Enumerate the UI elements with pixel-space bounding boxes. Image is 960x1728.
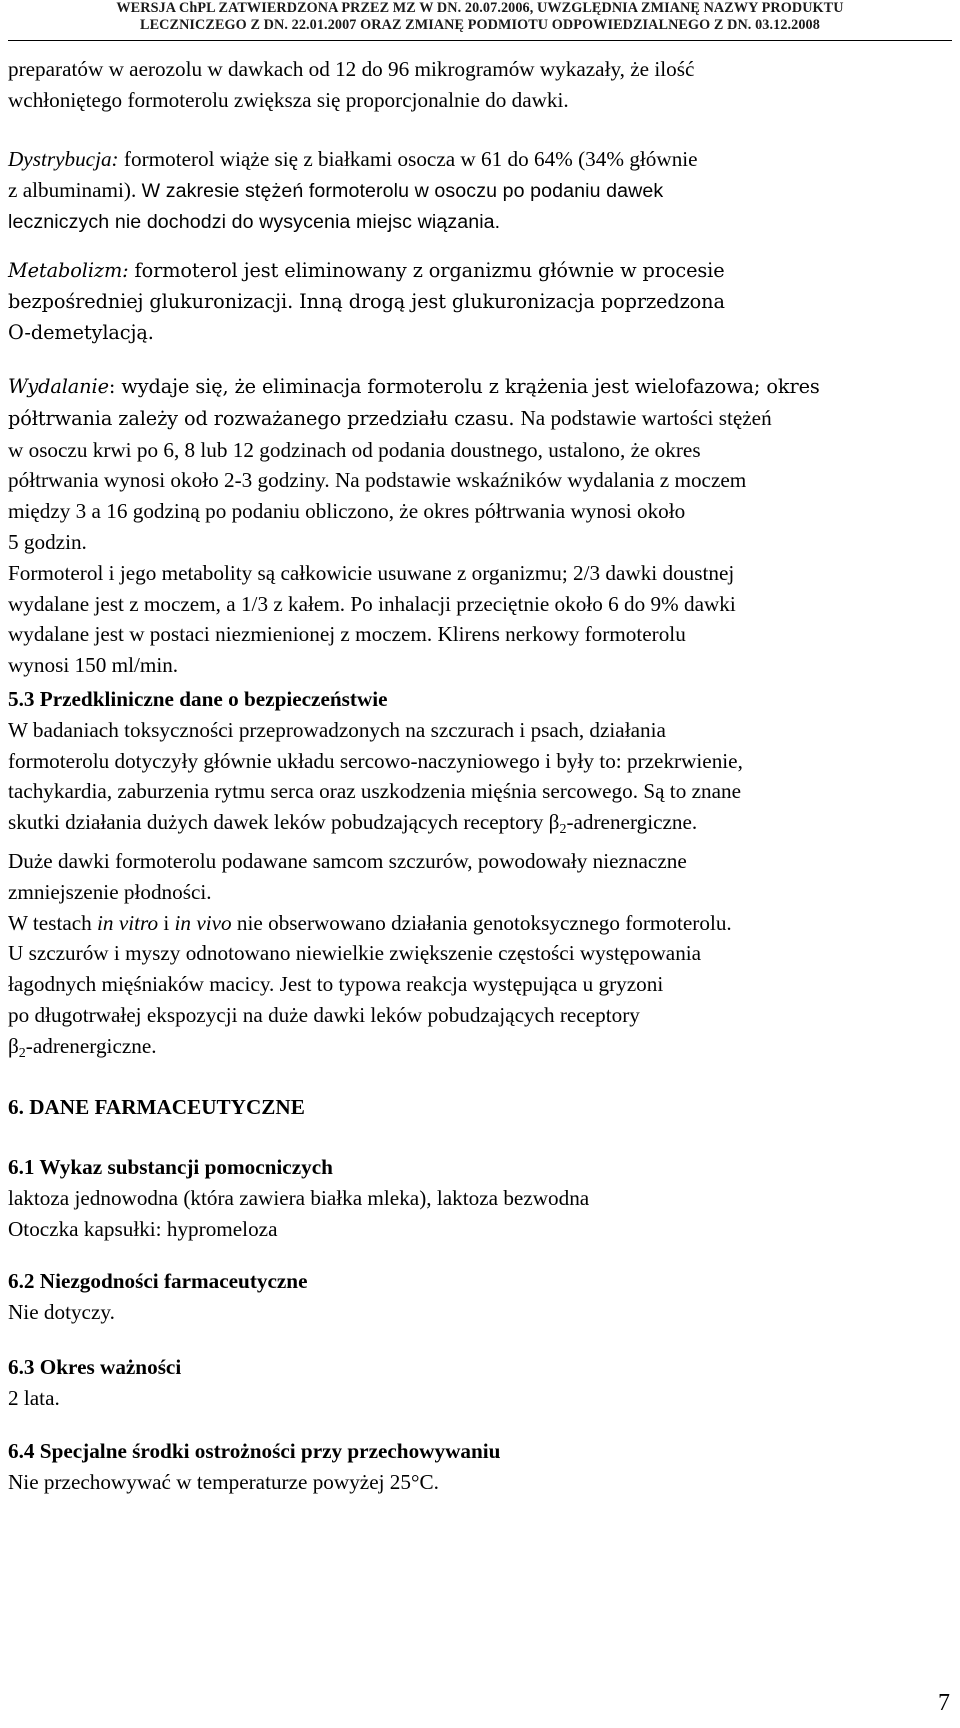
text-line: Nie dotyczy. xyxy=(8,1299,115,1324)
text-span: skutki działania dużych dawek leków pobudzających receptory β xyxy=(8,810,560,835)
text-line: zmniejszenie płodności. xyxy=(8,879,212,904)
metabolism-paragraph xyxy=(8,256,953,348)
distribution-label: Dystrybucja: xyxy=(8,147,119,171)
text-span: z albuminami). xyxy=(8,177,142,202)
text-line: formoterolu dotyczyły głównie układu sercowo-naczyniowego i były to: przekrwienie, xyxy=(8,748,743,773)
text-line: tachykardia, zaburzenia rytmu serca oraz uszkodzenia mięśnia sercowego. Są to znane xyxy=(8,779,741,804)
section-6-3 xyxy=(8,1352,953,1414)
text-line: w osoczu krwi po 6, 8 lub 12 godzinach od podania doustnego, ustalono, że okres xyxy=(8,437,701,462)
text-line: Otoczka kapsułki: hypromeloza xyxy=(8,1216,278,1241)
text-span: formoterol wiąże się z białkami osocza w 61 do 64% (34% głównie xyxy=(118,147,698,171)
text-span: półtrwania zależy od rozważanego przedziału czasu. xyxy=(8,406,521,430)
header-line-1: WERSJA ChPL ZATWIERDZONA PRZEZ MZ W DN. 20.07.2006, UWZGLĘDNIA ZMIANĘ NAZWY PRODUKTU xyxy=(116,0,844,16)
text-line: 5 godzin. xyxy=(8,529,87,554)
text-span: W zakresie stężeń formoterolu w osoczu po podaniu dawek xyxy=(141,179,664,202)
text-span: β xyxy=(8,1033,19,1058)
italic-term: in vitro xyxy=(97,910,159,935)
text-span: Na podstawie wartości stężeń xyxy=(520,405,772,430)
section-heading: 6.1 Wykaz substancji pomocniczych xyxy=(8,1155,333,1179)
text-line: leczniczych nie dochodzi do wysycenia miejsc wiązania. xyxy=(8,210,501,233)
header-divider xyxy=(8,40,952,41)
text-span: -adrenergiczne. xyxy=(25,1033,157,1058)
intro-paragraph xyxy=(8,54,953,116)
section-6-heading: 6. DANE FARMACEUTYCZNE xyxy=(8,1095,305,1119)
text-line: po długotrwałej ekspozycji na duże dawki leków pobudzających receptory xyxy=(8,1002,640,1027)
text-line: U szczurów i myszy odnotowano niewielkie zwiększenie częstości występowania xyxy=(8,941,702,966)
section-heading: 6.3 Okres ważności xyxy=(8,1355,182,1379)
text-line: preparatów w aerozolu w dawkach od 12 do 96 mikrogramów wykazały, że ilość xyxy=(8,57,695,81)
text-line: O-demetylacją. xyxy=(8,320,154,344)
text-line: wchłoniętego formoterolu zwiększa się proporcjonalnie do dawki. xyxy=(8,87,569,112)
excretion-paragraph xyxy=(8,372,953,681)
subscript: 2 xyxy=(18,1045,26,1061)
section-heading: 5.3 Przedkliniczne dane o bezpieczeństwie xyxy=(8,687,388,711)
distribution-paragraph xyxy=(8,144,953,237)
header-line-2: LECZNICZEGO Z DN. 22.01.2007 ORAZ ZMIANĘ PODMIOTU ODPOWIEDZIALNEGO Z DN. 03.12.2008 xyxy=(140,17,820,33)
text-line: Formoterol i jego metabolity są całkowicie usuwane z organizmu; 2/3 dawki doustnej xyxy=(8,560,735,585)
text-span: W testach xyxy=(8,910,98,935)
text-line: laktoza jednowodna (która zawiera białka mleka), laktoza bezwodna xyxy=(8,1185,590,1210)
text-span: : wydaje się, że eliminacja formoterolu z krążenia jest wielofazowa; okres xyxy=(108,375,820,398)
excretion-label: Wydalanie xyxy=(8,375,109,398)
text-line: wydalane jest w postaci niezmienionej z moczem. Klirens nerkowy formoterolu xyxy=(8,622,686,647)
section-heading: 6.2 Niezgodności farmaceutyczne xyxy=(8,1269,308,1293)
text-line: półtrwania wynosi około 2-3 godziny. Na podstawie wskaźników wydalania z moczem xyxy=(8,468,747,493)
page-number: 7 xyxy=(938,1690,950,1716)
text-line: łagodnych mięśniaków macicy. Jest to typowa reakcja występująca u gryzoni xyxy=(8,972,664,997)
section-6-2 xyxy=(8,1266,953,1328)
text-span: formoterol jest eliminowany z organizmu głównie w procesie xyxy=(128,259,725,282)
text-span: nie obserwowano działania genotoksycznego formoterolu. xyxy=(231,910,732,935)
text-line: wynosi 150 ml/min. xyxy=(8,653,179,678)
text-line: Nie przechowywać w temperaturze powyżej 25°C. xyxy=(8,1469,439,1494)
text-line: między 3 a 16 godziną po podaniu obliczono, że okres półtrwania wynosi około xyxy=(8,499,686,524)
text-span: i xyxy=(158,910,175,935)
section-6-4 xyxy=(8,1436,953,1498)
text-line: Duże dawki formoterolu podawane samcom szczurów, powodowały nieznaczne xyxy=(8,848,687,873)
document-header xyxy=(0,0,960,46)
metabolism-label: Metabolizm: xyxy=(8,259,129,282)
subscript: 2 xyxy=(559,822,567,838)
section-6-1 xyxy=(8,1152,953,1244)
text-span: -adrenergiczne. xyxy=(566,810,698,835)
text-line: bezpośredniej glukuronizacji. Inną drogą jest glukuronizacja poprzedzona xyxy=(8,289,725,313)
italic-term: in vivo xyxy=(174,910,232,935)
text-line: 2 lata. xyxy=(8,1385,60,1410)
section-5-3 xyxy=(8,684,953,1070)
text-line: W badaniach toksyczności przeprowadzonych na szczurach i psach, działania xyxy=(8,717,666,742)
text-line: wydalane jest z moczem, a 1/3 z kałem. Po inhalacji przeciętnie około 6 do 9% dawki xyxy=(8,591,736,616)
section-heading: 6.4 Specjalne środki ostrożności przy przechowywaniu xyxy=(8,1439,501,1463)
